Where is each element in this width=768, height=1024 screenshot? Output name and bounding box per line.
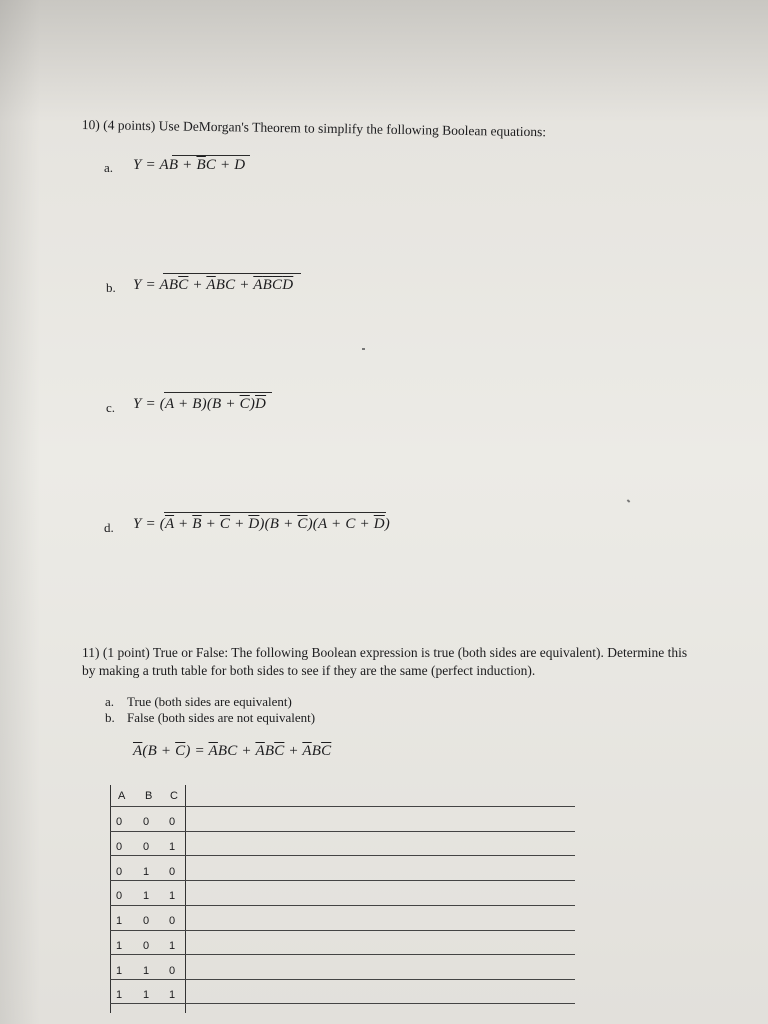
header-c: C (170, 790, 178, 802)
option-b[interactable] (105, 710, 315, 726)
overbar-10a (172, 155, 250, 156)
overbar-10d (164, 512, 386, 513)
option-a[interactable] (105, 694, 292, 710)
page-shadow (0, 0, 40, 1024)
option-b-text: False (both sides are not equivalent) (127, 710, 316, 725)
row-rule (110, 954, 575, 955)
header-b: B (145, 790, 153, 802)
option-a-label: a. (105, 694, 115, 709)
row-rule (110, 880, 575, 881)
table-row: 1 1 1 (116, 989, 176, 1001)
question-11-title (82, 644, 722, 680)
equation-10b: $Y = AB\overline{C} + \overline{A}BC + \overline{A}\overline{B}\overline{C}\overline{D}$ (133, 277, 294, 293)
item-10c-label: c. (106, 400, 116, 415)
item-10a-label: a. (104, 160, 114, 175)
table-row: 0 0 1 (116, 841, 176, 853)
overbar-10c (164, 392, 272, 393)
table-row: 0 0 0 (116, 816, 176, 828)
pencil-mark (362, 348, 365, 350)
row-rule (110, 905, 575, 906)
equation-11: $\overline{A}(B + \overline{C}) = \overline{A}BC + \overline{A}B\overline{C} + \overline{A}B\overline{C}$ (133, 743, 332, 759)
row-rule (110, 930, 575, 931)
row-rule (110, 1003, 575, 1004)
question-10-title: 10) (4 points) Use DeMorgan's Theorem to simplify the following Boolean equations: (81, 116, 547, 140)
row-rule (110, 855, 575, 856)
table-row: 1 0 0 (116, 915, 176, 927)
option-b-label: b. (105, 710, 115, 725)
option-a-text: True (both sides are equivalent) (127, 694, 292, 709)
row-rule (110, 979, 575, 980)
overbar-10b (163, 273, 301, 274)
question-11-line2: by making a truth table for both sides to see if they are the same (perfect induction). (82, 663, 536, 678)
equation-10a: Y = AB + $\overline{B}C + D$ (133, 157, 246, 173)
question-11-line1: 11) (1 point) True or False: The following Boolean expression is true (both sides are equivalent). Determine this (82, 645, 688, 660)
equation-10c: $Y = (A + B)(B + \overline{C})\overline{D}$ (133, 396, 267, 412)
table-row: 0 1 1 (116, 890, 176, 902)
table-row: 0 1 0 (116, 866, 176, 878)
table-row: 1 0 1 (116, 940, 176, 952)
header-a: A (118, 790, 126, 802)
item-10d-label: d. (104, 520, 114, 535)
row-rule (110, 831, 575, 832)
equation-10d: $Y = (\overline{A} + \overline{B} + \overline{C} + \overline{D})(B + \overline{C})(A + C + \overline{D})$ (133, 516, 390, 532)
table-row: 1 1 0 (116, 965, 176, 977)
item-10b-label: b. (106, 280, 116, 295)
table-header-rule (110, 806, 575, 807)
